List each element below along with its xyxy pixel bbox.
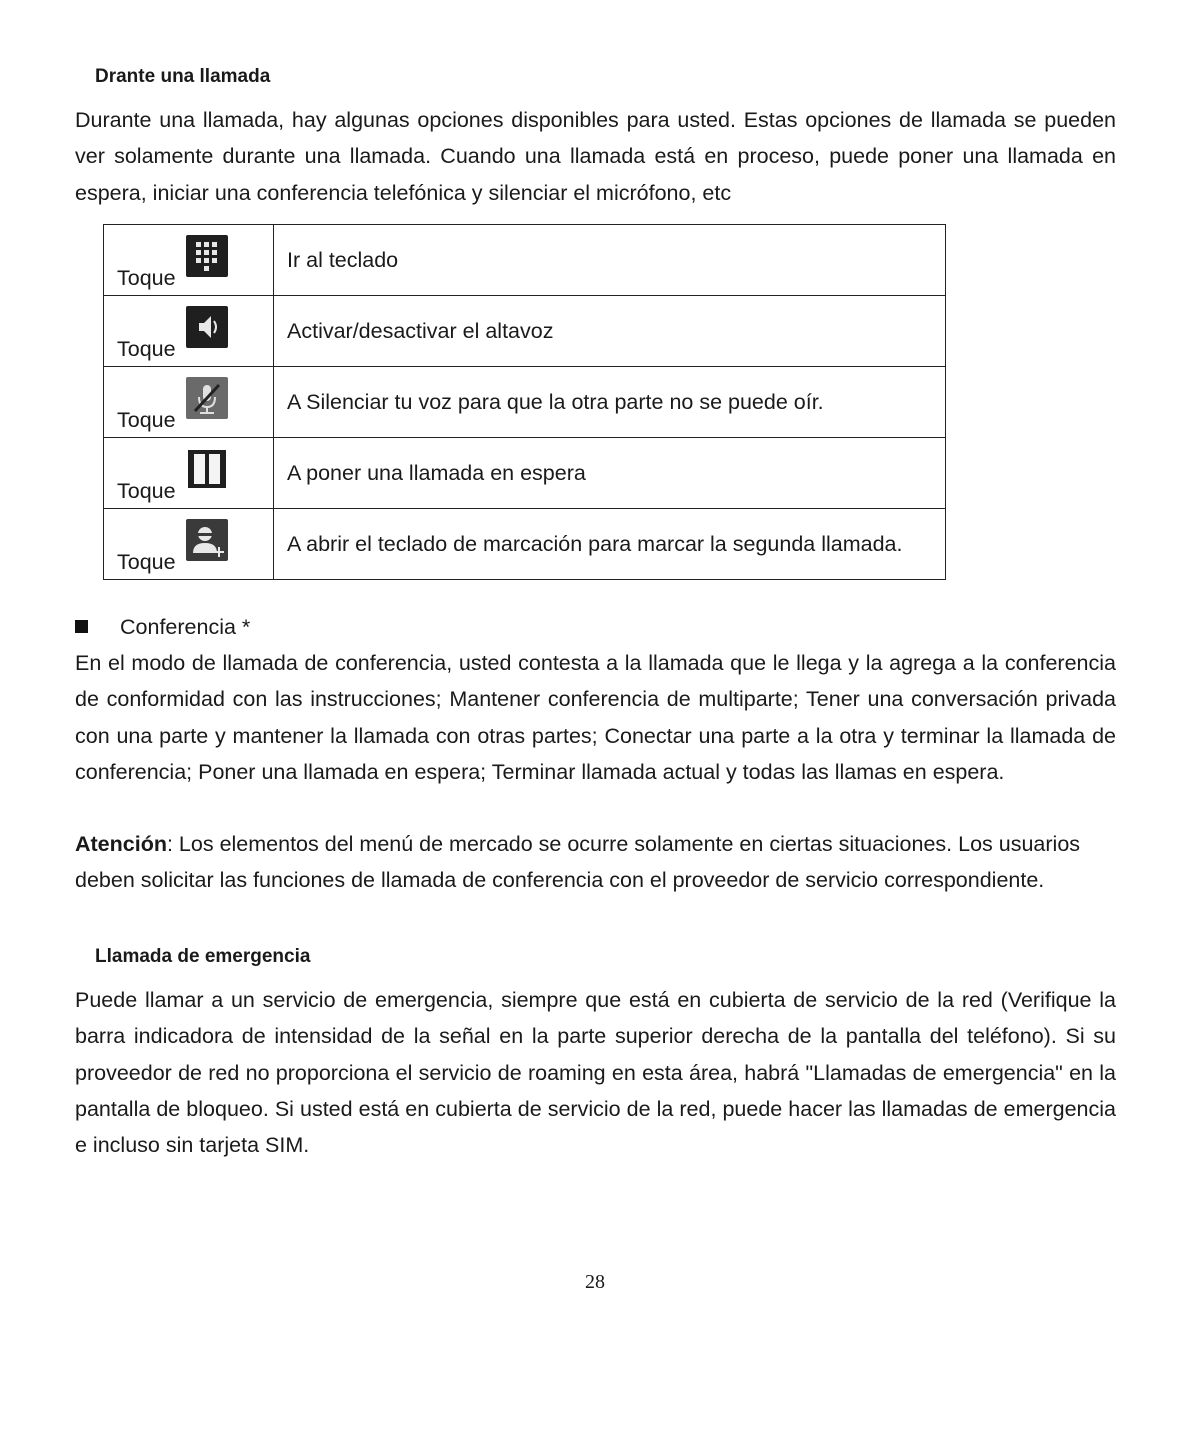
table-row xyxy=(104,296,946,367)
call-options-table xyxy=(103,224,946,580)
table-row xyxy=(104,438,946,509)
action-label: Toque xyxy=(117,337,176,361)
action-label: Toque xyxy=(117,479,176,503)
action-label: Toque xyxy=(117,408,176,432)
attention-paragraph xyxy=(75,826,1116,899)
conference-bullet xyxy=(75,615,250,640)
dialpad-icon xyxy=(186,235,228,277)
emergency-paragraph: Puede llamar a un servicio de emergencia, siempre que está en cubierta de servicio de la red (Verifique la barra indicadora de intensidad de la señal en la parte superior derecha de la pantalla del teléfono). Si su proveedor de red no proporciona el servicio de roaming en esta área, habrá "Llamadas de emergencia" en la pantalla de bloqueo. Si usted está en cubierta de servicio de la red, puede hacer las llamadas de emergencia e incluso sin tarjeta SIM. xyxy=(75,988,1116,1158)
description-cell: A Silenciar tu voz para que la otra parte no se puede oír. xyxy=(274,367,946,438)
description-cell: Activar/desactivar el altavoz xyxy=(274,296,946,367)
attention-label: Atención xyxy=(75,832,167,856)
description-cell: A poner una llamada en espera xyxy=(274,438,946,509)
section-heading-during-call: Drante una llamada xyxy=(95,66,271,87)
section-heading-emergency: Llamada de emergencia xyxy=(95,946,311,967)
table-row xyxy=(104,367,946,438)
description-cell: A abrir el teclado de marcación para marcar la segunda llamada. xyxy=(274,509,946,580)
page-number: 28 xyxy=(585,1271,605,1293)
add-call-icon xyxy=(186,519,228,561)
action-cell xyxy=(104,296,274,367)
mute-microphone-icon xyxy=(186,377,228,419)
bullet-square-icon xyxy=(75,620,88,633)
conference-label: Conferencia * xyxy=(120,615,251,639)
action-cell xyxy=(104,509,274,580)
during-call-paragraph: Durante una llamada, hay algunas opciones disponibles para usted. Estas opciones de llamada se pueden ver solamente durante una llamada. Cuando una llamada está en proceso, puede poner una llamada en espera, iniciar una conferencia telefónica y silenciar el micrófono, etc xyxy=(75,108,1116,205)
description-cell: Ir al teclado xyxy=(274,225,946,296)
attention-text: : Los elementos del menú de mercado se ocurre solamente en ciertas situaciones. Los usuarios deben solicitar las funciones de llamada de conferencia con el proveedor de servicio correspondiente. xyxy=(75,832,1081,893)
conference-paragraph: En el modo de llamada de conferencia, usted contesta a la llamada que le llega y la agrega a la conferencia de conformidad con las instrucciones; Mantener conferencia de multiparte; Tener una conversación privada con una parte y mantener la llamada con otras partes; Conectar una parte a la otra y terminar la llamada de conferencia; Poner una llamada en espera; Terminar llamada actual y todas las llamas en espera. xyxy=(75,651,1116,784)
table-row xyxy=(104,509,946,580)
pause-icon xyxy=(186,448,228,490)
action-label: Toque xyxy=(117,550,176,574)
table-row xyxy=(104,225,946,296)
action-cell xyxy=(104,367,274,438)
action-cell xyxy=(104,438,274,509)
action-label: Toque xyxy=(117,266,176,290)
action-cell xyxy=(104,225,274,296)
speaker-icon xyxy=(186,306,228,348)
